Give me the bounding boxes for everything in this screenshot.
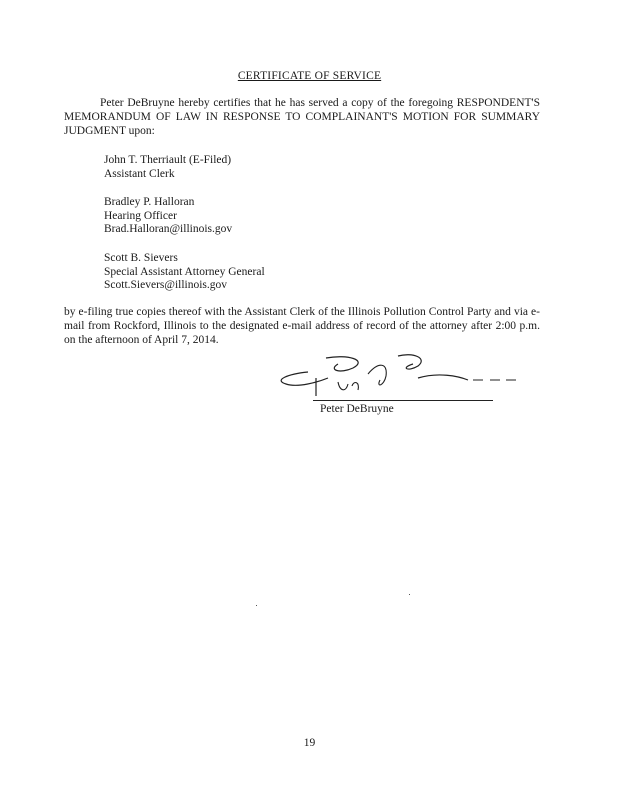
recipient-line: Assistant Clerk [104,167,175,180]
scan-speck [409,594,410,595]
recipient-line: Hearing Officer [104,209,177,222]
recipient-email: Scott.Sievers@illinois.gov [104,279,228,291]
recipient-block-3 [104,252,265,293]
page-number: 19 [303,737,316,749]
scan-speck [256,605,257,606]
intro-paragraph: Peter DeBruyne hereby certifies that he has served a copy of the foregoing RESPONDENT'S MEMORANDUM OF LAW IN RESPONSE TO COMPLAINANT'S MOTION FOR SUMMARY JUDGMENT upon: [64,97,540,137]
recipient-email: Brad.Halloran@illinois.gov [104,223,233,235]
recipient-block-1 [104,154,231,181]
recipient-line: John T. Therriault (E-Filed) [104,154,232,166]
certificate-title: CERTIFICATE OF SERVICE [237,70,382,82]
handwritten-signature [268,352,528,406]
recipient-line: Special Assistant Attorney General [104,265,265,278]
closing-paragraph: by e-filing true copies thereof with the Assistant Clerk of the Illinois Pollution Control Party and via e-mail from Rockford, Illinois to the designated e-mail address of record of the attorney after 2:00 p.m. on the afternoon of April 7, 2014. [64,306,540,346]
signature-name: Peter DeBruyne [320,403,394,415]
recipient-line: Bradley P. Halloran [104,196,195,208]
signature-line [313,400,493,401]
recipient-block-2 [104,196,232,237]
recipient-line: Scott B. Sievers [104,252,178,264]
